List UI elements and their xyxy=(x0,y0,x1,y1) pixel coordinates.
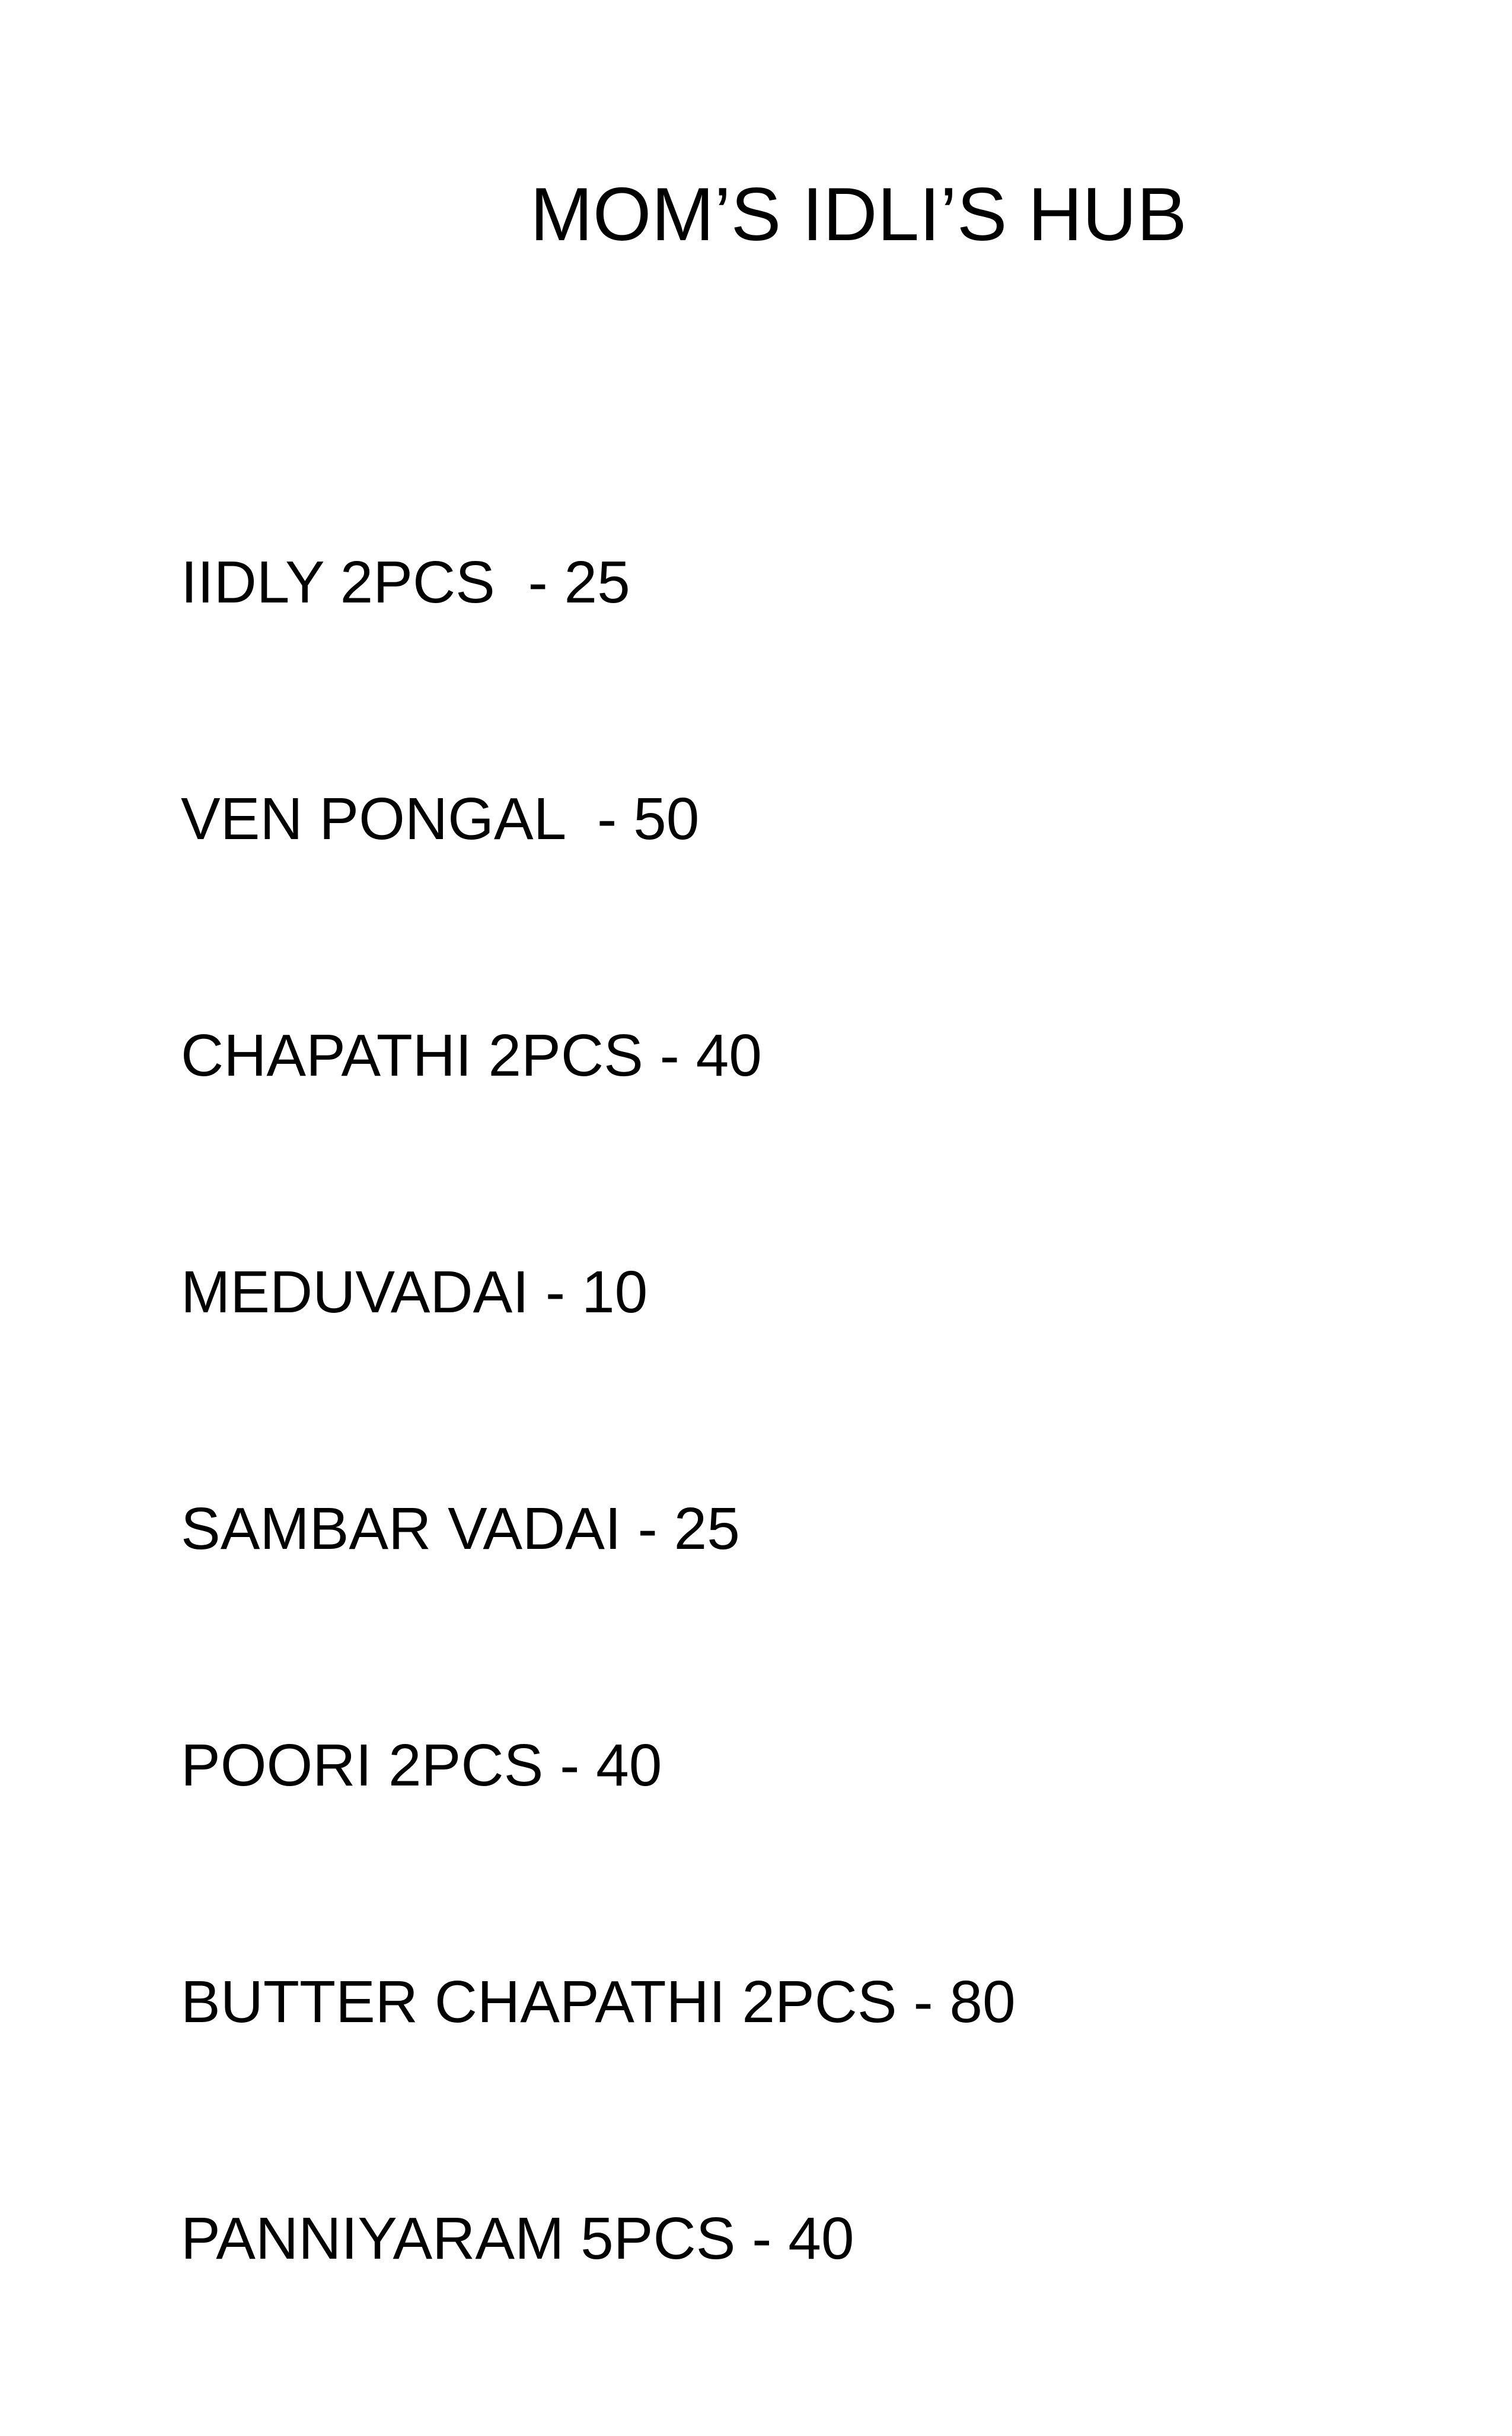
menu-item: VEN PONGAL - 50 xyxy=(181,786,700,852)
page-title: MOM’S IDLI’S HUB xyxy=(530,172,1187,256)
menu-item: PANNIYARAM 5PCS - 40 xyxy=(181,2205,854,2272)
menu-item: POORI 2PCS - 40 xyxy=(181,1732,662,1799)
menu-item: BUTTER CHAPATHI 2PCS - 80 xyxy=(181,1969,1016,2035)
menu-list xyxy=(181,385,1016,2436)
menu-item: IIDLY 2PCS - 25 xyxy=(181,549,630,616)
menu-item: SAMBAR VADAI - 25 xyxy=(181,1496,740,1562)
menu-item: MEDUVADAI - 10 xyxy=(181,1259,648,1325)
menu-item: CHAPATHI 2PCS - 40 xyxy=(181,1022,762,1089)
